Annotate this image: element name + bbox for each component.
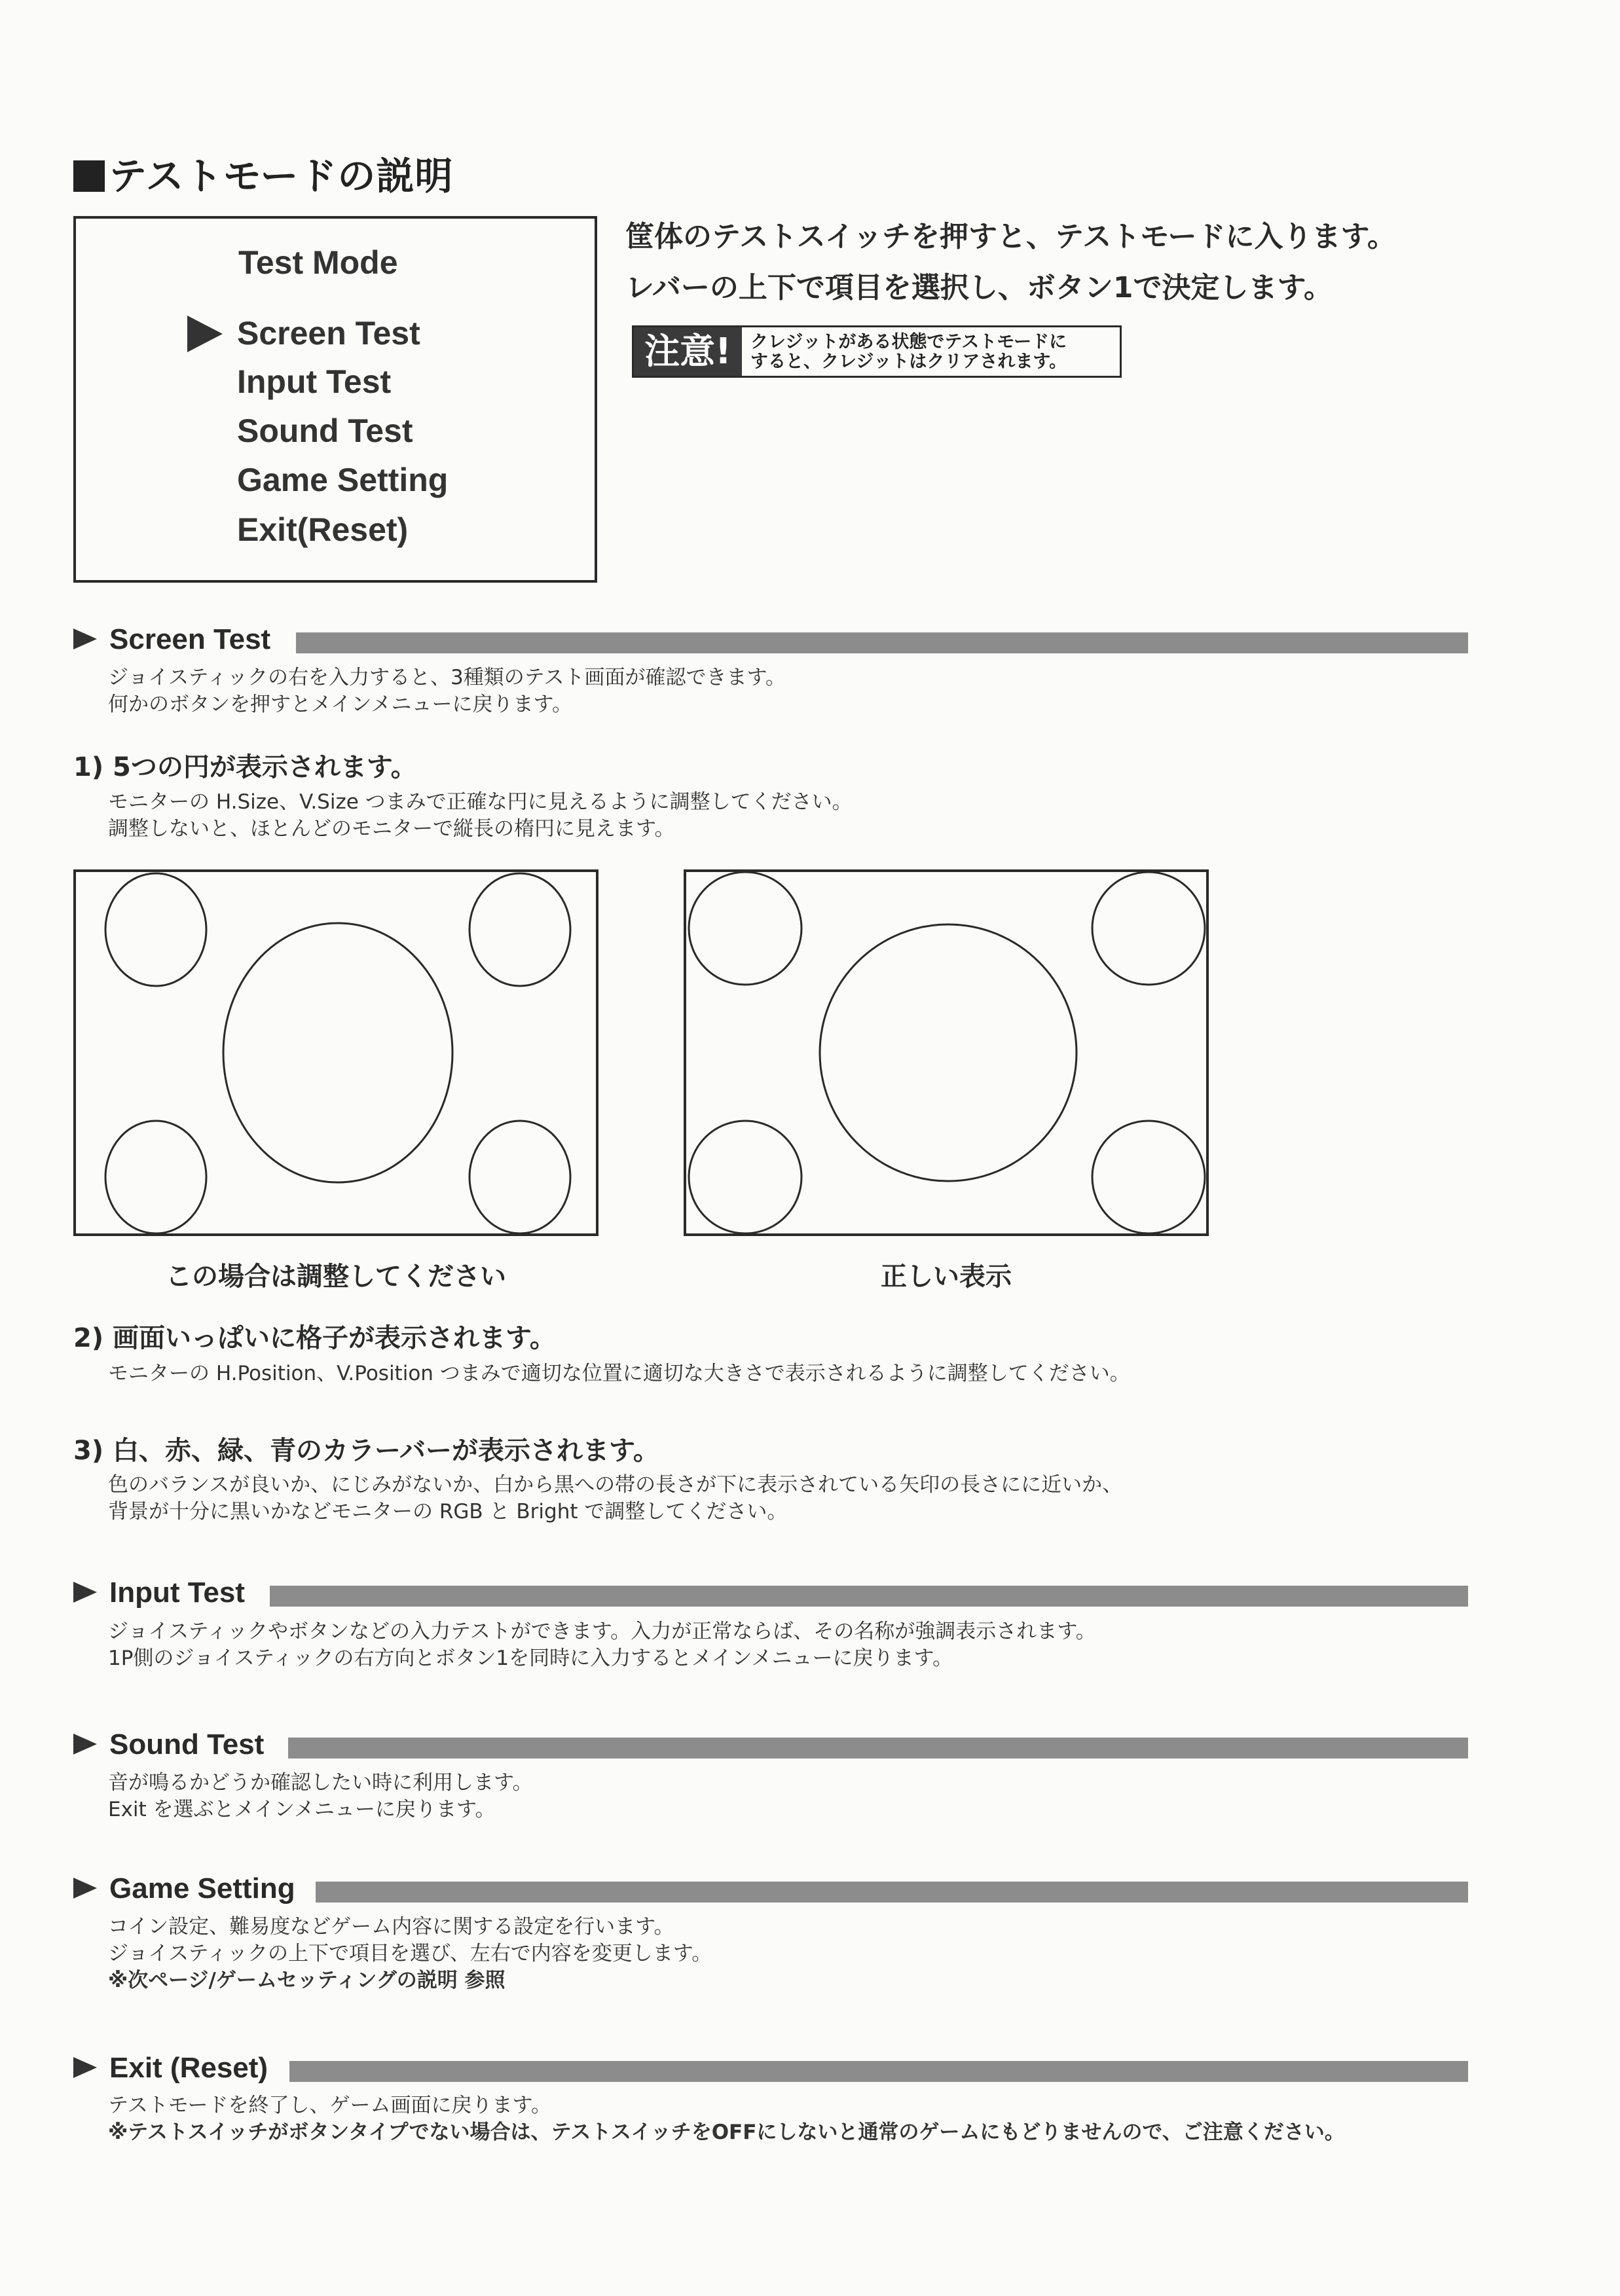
sound-test-desc-2: Exit を選ぶとメインメニューに戻ります。 [108,1798,496,1821]
menu-item-exit-reset: Exit(Reset) [237,511,409,548]
menu-item-input-test: Input Test [237,363,392,400]
section-arrow-icon [73,629,97,649]
menu-item-sound-test: Sound Test [237,412,413,449]
circle-bottom-right [469,1121,570,1233]
step-1-title: 1) 5つの円が表示されます。 [73,752,417,782]
figure-correct-circles [684,869,1209,1236]
section-rule [296,632,1468,653]
section-title-sound-test: Sound Test [109,1728,265,1760]
section-arrow-icon [73,1734,97,1755]
caution-line-1: クレジットがある状態でテストモードに [750,332,1067,352]
section-arrow-icon [73,2057,97,2078]
circle-top-left [105,873,206,986]
correct-circles-drawing [686,872,1206,1233]
section-header-sound-test [73,1728,1468,1760]
game-setting-desc-2: ジョイスティックの上下で項目を選び、左右で内容を変更します。 [108,1942,712,1965]
circle-bottom-right [1092,1121,1205,1233]
test-mode-menu-illustration [73,216,597,583]
step-3-desc-1: 色のバランスが良いか、にじみがないか、白から黒への帯の長さが下に表示されている矢印の長さにに近いか、 [108,1473,1123,1497]
sound-test-desc-1: 音が鳴るかどうか確認したい時に利用します。 [108,1771,533,1795]
section-header-exit-reset [73,2052,1468,2083]
menu-title: Test Mode [238,244,398,281]
section-rule [288,1738,1468,1758]
caution-box [632,325,1122,378]
step-2-desc-1: モニターの H.Position、V.Position つまみで適切な位置に適切な大きさで表示されるように調整してください。 [108,1362,1130,1385]
stretched-circles-drawing [76,872,596,1233]
exit-reset-desc-1: テストモードを終了し、ゲーム画面に戻ります。 [108,2094,552,2117]
menu-cursor-icon [187,316,223,352]
exit-reset-note: ※テストスイッチがボタンタイプでない場合は、テストスイッチをOFFにしないと通常のゲームにもどりませんので、ご注意ください。 [108,2121,1345,2144]
caution-line-2: すると、クレジットはクリアされます。 [750,352,1067,372]
circle-bottom-left [689,1121,801,1233]
menu-item-game-setting: Game Setting [237,462,449,498]
screen-test-desc-2: 何かのボタンを押すとメインメニューに戻ります。 [108,693,572,716]
section-header-input-test [73,1576,1468,1608]
section-header-screen-test [73,623,1468,655]
step-3-title: 3) 白、赤、緑、青のカラーバーが表示されます。 [73,1436,659,1466]
section-header-game-setting [73,1872,1468,1904]
section-arrow-icon [73,1582,97,1603]
menu-item-screen-test: Screen Test [237,315,420,352]
section-arrow-icon [73,1878,97,1899]
section-rule [270,1586,1468,1607]
section-title-exit-reset: Exit (Reset) [109,2052,268,2084]
section-title-screen-test: Screen Test [109,623,271,655]
step-1-desc-1: モニターの H.Size、V.Size つまみで正確な円に見えるように調整してください。 [108,790,853,814]
screen-test-desc-1: ジョイスティックの右を入力すると、3種類のテスト画面が確認できます。 [108,666,786,689]
intro-line-1: 筐体のテストスイッチを押すと、テストモードに入ります。 [625,220,1396,253]
caution-text [750,333,1067,372]
circle-center [223,923,452,1182]
section-title-game-setting: Game Setting [109,1872,295,1904]
caution-badge: 注意! [634,327,742,376]
game-setting-desc-1: コイン設定、難易度などゲーム内容に関する設定を行います。 [108,1915,674,1939]
section-rule [316,1882,1468,1903]
input-test-desc-2: 1P側のジョイスティックの右方向とボタン1を同時に入力するとメインメニューに戻ります。 [108,1647,953,1670]
figure-right-caption: 正しい表示 [881,1262,1012,1292]
game-setting-note: ※次ページ/ゲームセッティングの説明 参照 [108,1969,506,1992]
square-bullet-icon [73,160,105,192]
circle-center [820,924,1077,1181]
circle-top-left [689,872,801,985]
figure-left-caption: この場合は調整してください [166,1262,506,1292]
section-title-input-test: Input Test [109,1576,245,1609]
circle-top-right [1092,872,1205,985]
input-test-desc-1: ジョイスティックやボタンなどの入力テストができます。入力が正常ならば、その名称が強調表示されます。 [108,1620,1096,1643]
step-1-desc-2: 調整しないと、ほとんどのモニターで縦長の楕円に見えます。 [108,817,675,841]
page-title-text: テストモードの説明 [109,154,454,198]
figure-stretched-circles [73,869,598,1236]
step-2-title: 2) 画面いっぱいに格子が表示されます。 [73,1323,556,1353]
circle-top-right [469,873,570,986]
circle-bottom-left [105,1121,206,1233]
intro-line-2: レバーの上下で項目を選択し、ボタン1で決定します。 [625,271,1333,304]
page-title [73,145,453,200]
step-3-desc-2: 背景が十分に黒いかなどモニターの RGB と Bright で調整してください。 [108,1500,788,1523]
section-rule [289,2061,1468,2082]
